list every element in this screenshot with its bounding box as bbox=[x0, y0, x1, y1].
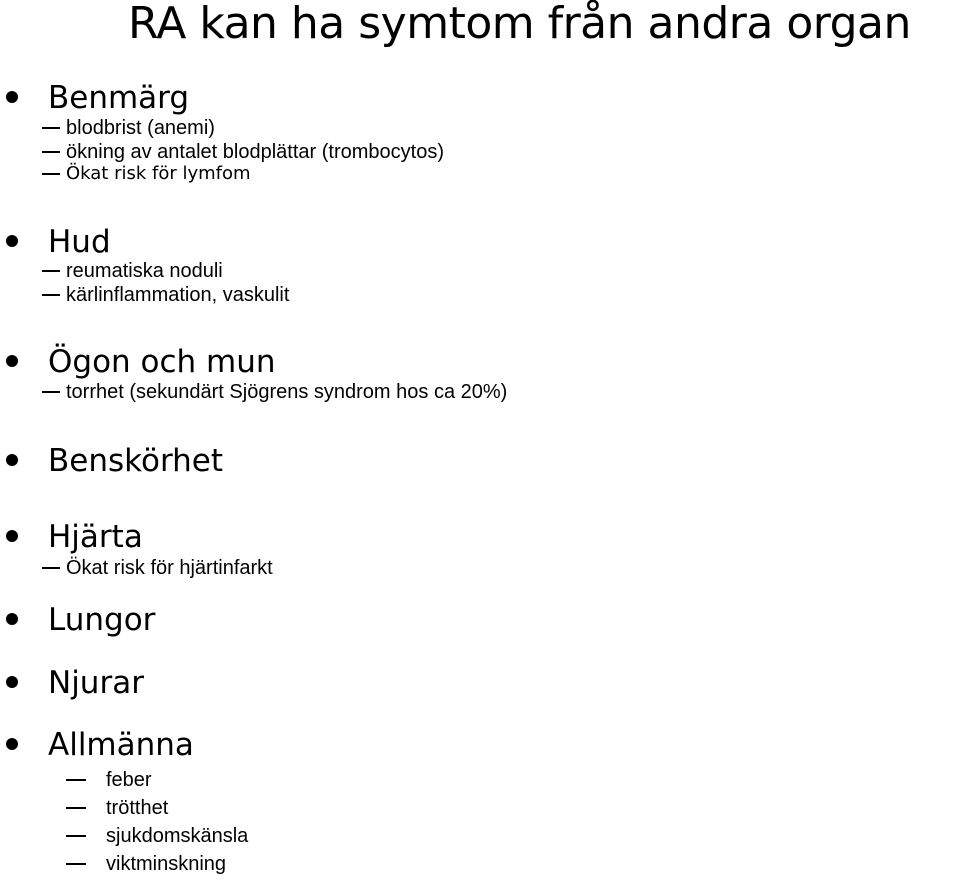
slide-title: RA kan ha symtom från andra organ bbox=[128, 0, 911, 49]
dash-marker bbox=[66, 807, 86, 809]
bullet-dot bbox=[6, 738, 18, 750]
bullet-hjarta bbox=[0, 517, 950, 557]
bullet-dot bbox=[6, 235, 18, 247]
sub-item-text: trötthet bbox=[106, 797, 169, 819]
bullet-heading: Hud bbox=[48, 224, 111, 260]
sub-item bbox=[0, 140, 940, 164]
sub-item-text: ökning av antalet blodplättar (trombocytos) bbox=[66, 141, 444, 163]
bullet-ogon-och-mun bbox=[0, 342, 950, 382]
bullet-lungor bbox=[0, 600, 950, 640]
dash-marker bbox=[42, 127, 60, 129]
dash-marker bbox=[66, 779, 86, 781]
sub-item bbox=[0, 768, 940, 792]
dash-marker bbox=[42, 151, 60, 153]
bullet-heading: Lungor bbox=[48, 602, 156, 638]
dash-marker bbox=[66, 835, 86, 837]
sub-item-text: viktminskning bbox=[106, 853, 227, 875]
sub-item bbox=[0, 162, 940, 186]
sub-item-text: sjukdomskänsla bbox=[106, 825, 249, 847]
bullet-dot bbox=[6, 454, 18, 466]
dash-marker bbox=[42, 270, 60, 272]
sub-item-text: kärlinflammation, vaskulit bbox=[66, 284, 290, 306]
bullet-allmanna bbox=[0, 725, 950, 765]
sub-item bbox=[0, 259, 940, 283]
bullet-heading: Njurar bbox=[48, 665, 144, 701]
bullet-benskorhet bbox=[0, 441, 950, 481]
dash-marker bbox=[42, 391, 60, 393]
bullet-heading: Ögon och mun bbox=[48, 344, 276, 380]
sub-item bbox=[0, 116, 940, 140]
bullet-dot bbox=[6, 355, 18, 367]
bullet-dot bbox=[6, 91, 18, 103]
sub-item bbox=[0, 796, 940, 820]
sub-item bbox=[0, 556, 940, 580]
bullet-benmarg bbox=[0, 78, 950, 118]
sub-item bbox=[0, 824, 940, 848]
bullet-heading: Allmänna bbox=[48, 727, 194, 763]
bullet-dot bbox=[6, 613, 18, 625]
bullet-heading: Benskörhet bbox=[48, 443, 224, 479]
dash-marker bbox=[42, 567, 60, 569]
dash-marker bbox=[42, 173, 60, 175]
sub-item bbox=[0, 380, 940, 404]
sub-item bbox=[0, 852, 940, 876]
dash-marker bbox=[42, 294, 60, 296]
bullet-dot bbox=[6, 530, 18, 542]
sub-item-text: Ökat risk för hjärtinfarkt bbox=[66, 557, 273, 579]
sub-item-text: reumatiska noduli bbox=[66, 260, 223, 282]
bullet-hud bbox=[0, 222, 950, 262]
sub-item-text: blodbrist (anemi) bbox=[66, 117, 215, 139]
sub-item-text: feber bbox=[106, 769, 152, 791]
sub-item-text: torrhet (sekundärt Sjögrens syndrom hos ca 20%) bbox=[66, 381, 508, 403]
sub-item bbox=[0, 283, 940, 307]
sub-item-text: Ökat risk för lymfom bbox=[66, 163, 251, 184]
bullet-heading: Benmärg bbox=[48, 80, 190, 116]
bullet-heading: Hjärta bbox=[48, 519, 143, 555]
bullet-dot bbox=[6, 676, 18, 688]
dash-marker bbox=[66, 863, 86, 865]
bullet-njurar bbox=[0, 663, 950, 703]
